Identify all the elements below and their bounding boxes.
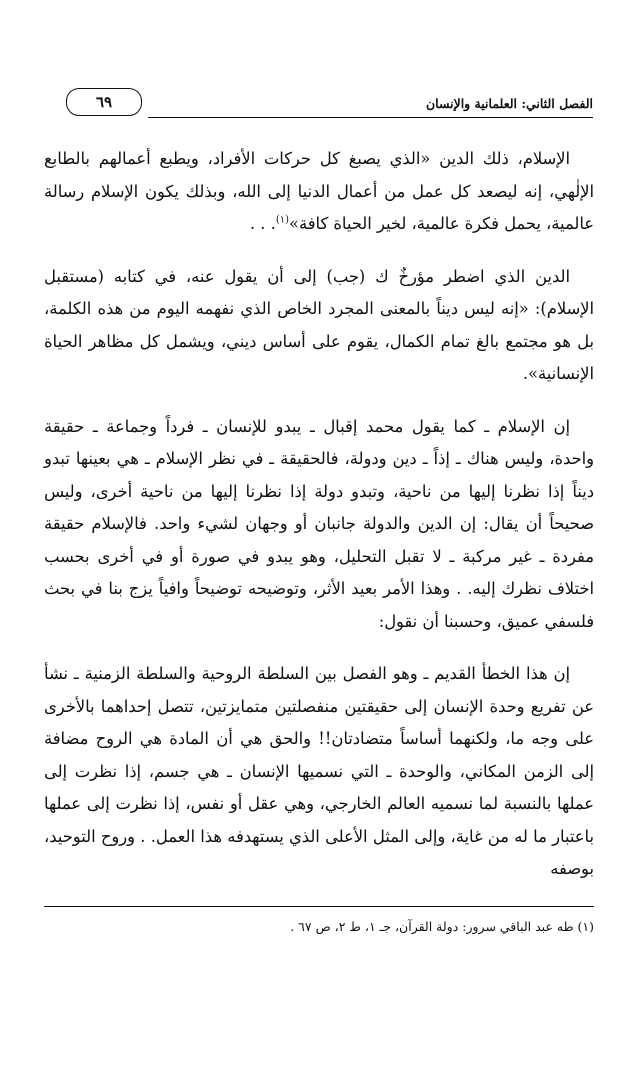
page-header — [66, 88, 593, 120]
running-title: الفصل الثاني: العلمانية والإنسان — [425, 96, 593, 111]
footnote-reference: (١) — [275, 214, 290, 226]
page-number: ٦٩ — [95, 93, 113, 111]
paragraph-1-text: الإسلام، ذلك الدين «الذي يصبغ كل حركات الأفراد، ويطبع أعمالهم بالطابع الإلٰهي، إنه ليصعد كل عمل من أعمال الدنيا إلى الله، وبذلك يكون الإسلام رسالة عالمية، يحمل فكرة عالمية، لخير الحياة كافة» — [44, 149, 594, 233]
paragraph-3: إن الإسلام ـ كما يقول محمد إقبال ـ يبدو للإنسان ـ فرداً وجماعة ـ حقيقة واحدة، وليس هناك ـ إذاً ـ دين ودولة، فالحقيقة ـ في نظر الإسلام ـ هي بعينها تبدو ديناً إذا نظرنا إليها من ناحية، وتبدو دولة إذا نظرنا إليها من ناحية أخرى، وليس صحيحاً أن يقال: إن الدين والدولة جانبان أو وجهان لشيء واحد. فالإسلام حقيقة مفردة ـ غير مركبة ـ لا تقبل التحليل، وهو يبدو في صورة أو في أخرى بحسب اختلاف نظرك إليه. . وهذا الأمر بعيد الأثر، وتوضيحه توضيحاً وافياً يزج بنا في بحث فلسفي عميق، وحسبنا أن نقول: — [44, 416, 594, 631]
page-number-badge — [66, 88, 142, 116]
paragraph-4: إن هذا الخطأ القديم ـ وهو الفصل بين السلطة الروحية والسلطة الزمنية ـ نشأ عن تفريع وحدة الإنسان إلى حقيقتين منفصلتين متمايزتين، تتصل إحداهما بالأخرى على وجه ما، ولكنهما أساساً متضادتان!! والحق هي أن المادة هي الروح مضافة إلى الزمن المكاني، والوحدة ـ التي نسميها الإنسان ـ هي جسم، إذا نظرت إلى عملها بالنسبة لما نسميه العالم الخارجي، وهي عقل أو نفس، إذا نظرت إلى عملها باعتبار ما له من غاية، وإلى المثل الأعلى الذي يستهدفه هذا العمل. . وروح التوحيد، بوصفه — [44, 664, 594, 878]
paragraph-1-ellipsis: . . . — [249, 214, 276, 233]
body-text — [44, 143, 594, 886]
header-rule — [148, 117, 593, 118]
paragraph-2: الدين الذي اضطر مؤرخٌ ك (جب) إلى أن يقول عنه، في كتابه (مستقبل الإسلام): «إنه ليس ديناً بالمعنى المجرد الخاص الذي نفهمه اليوم من هذه الكلمة، بل هو مجتمع بالغ تمام الكمال، يقوم على أساس ديني، ويشمل كل مظاهر الحياة الإنسانية». — [44, 266, 594, 383]
paragraph-1 — [44, 143, 594, 241]
footnote: (١) طه عبد الباقي سرور: دولة القرآن، جـ ١، ط ٢، ص ٦٧ . — [290, 919, 594, 934]
footnote-rule — [44, 906, 594, 907]
